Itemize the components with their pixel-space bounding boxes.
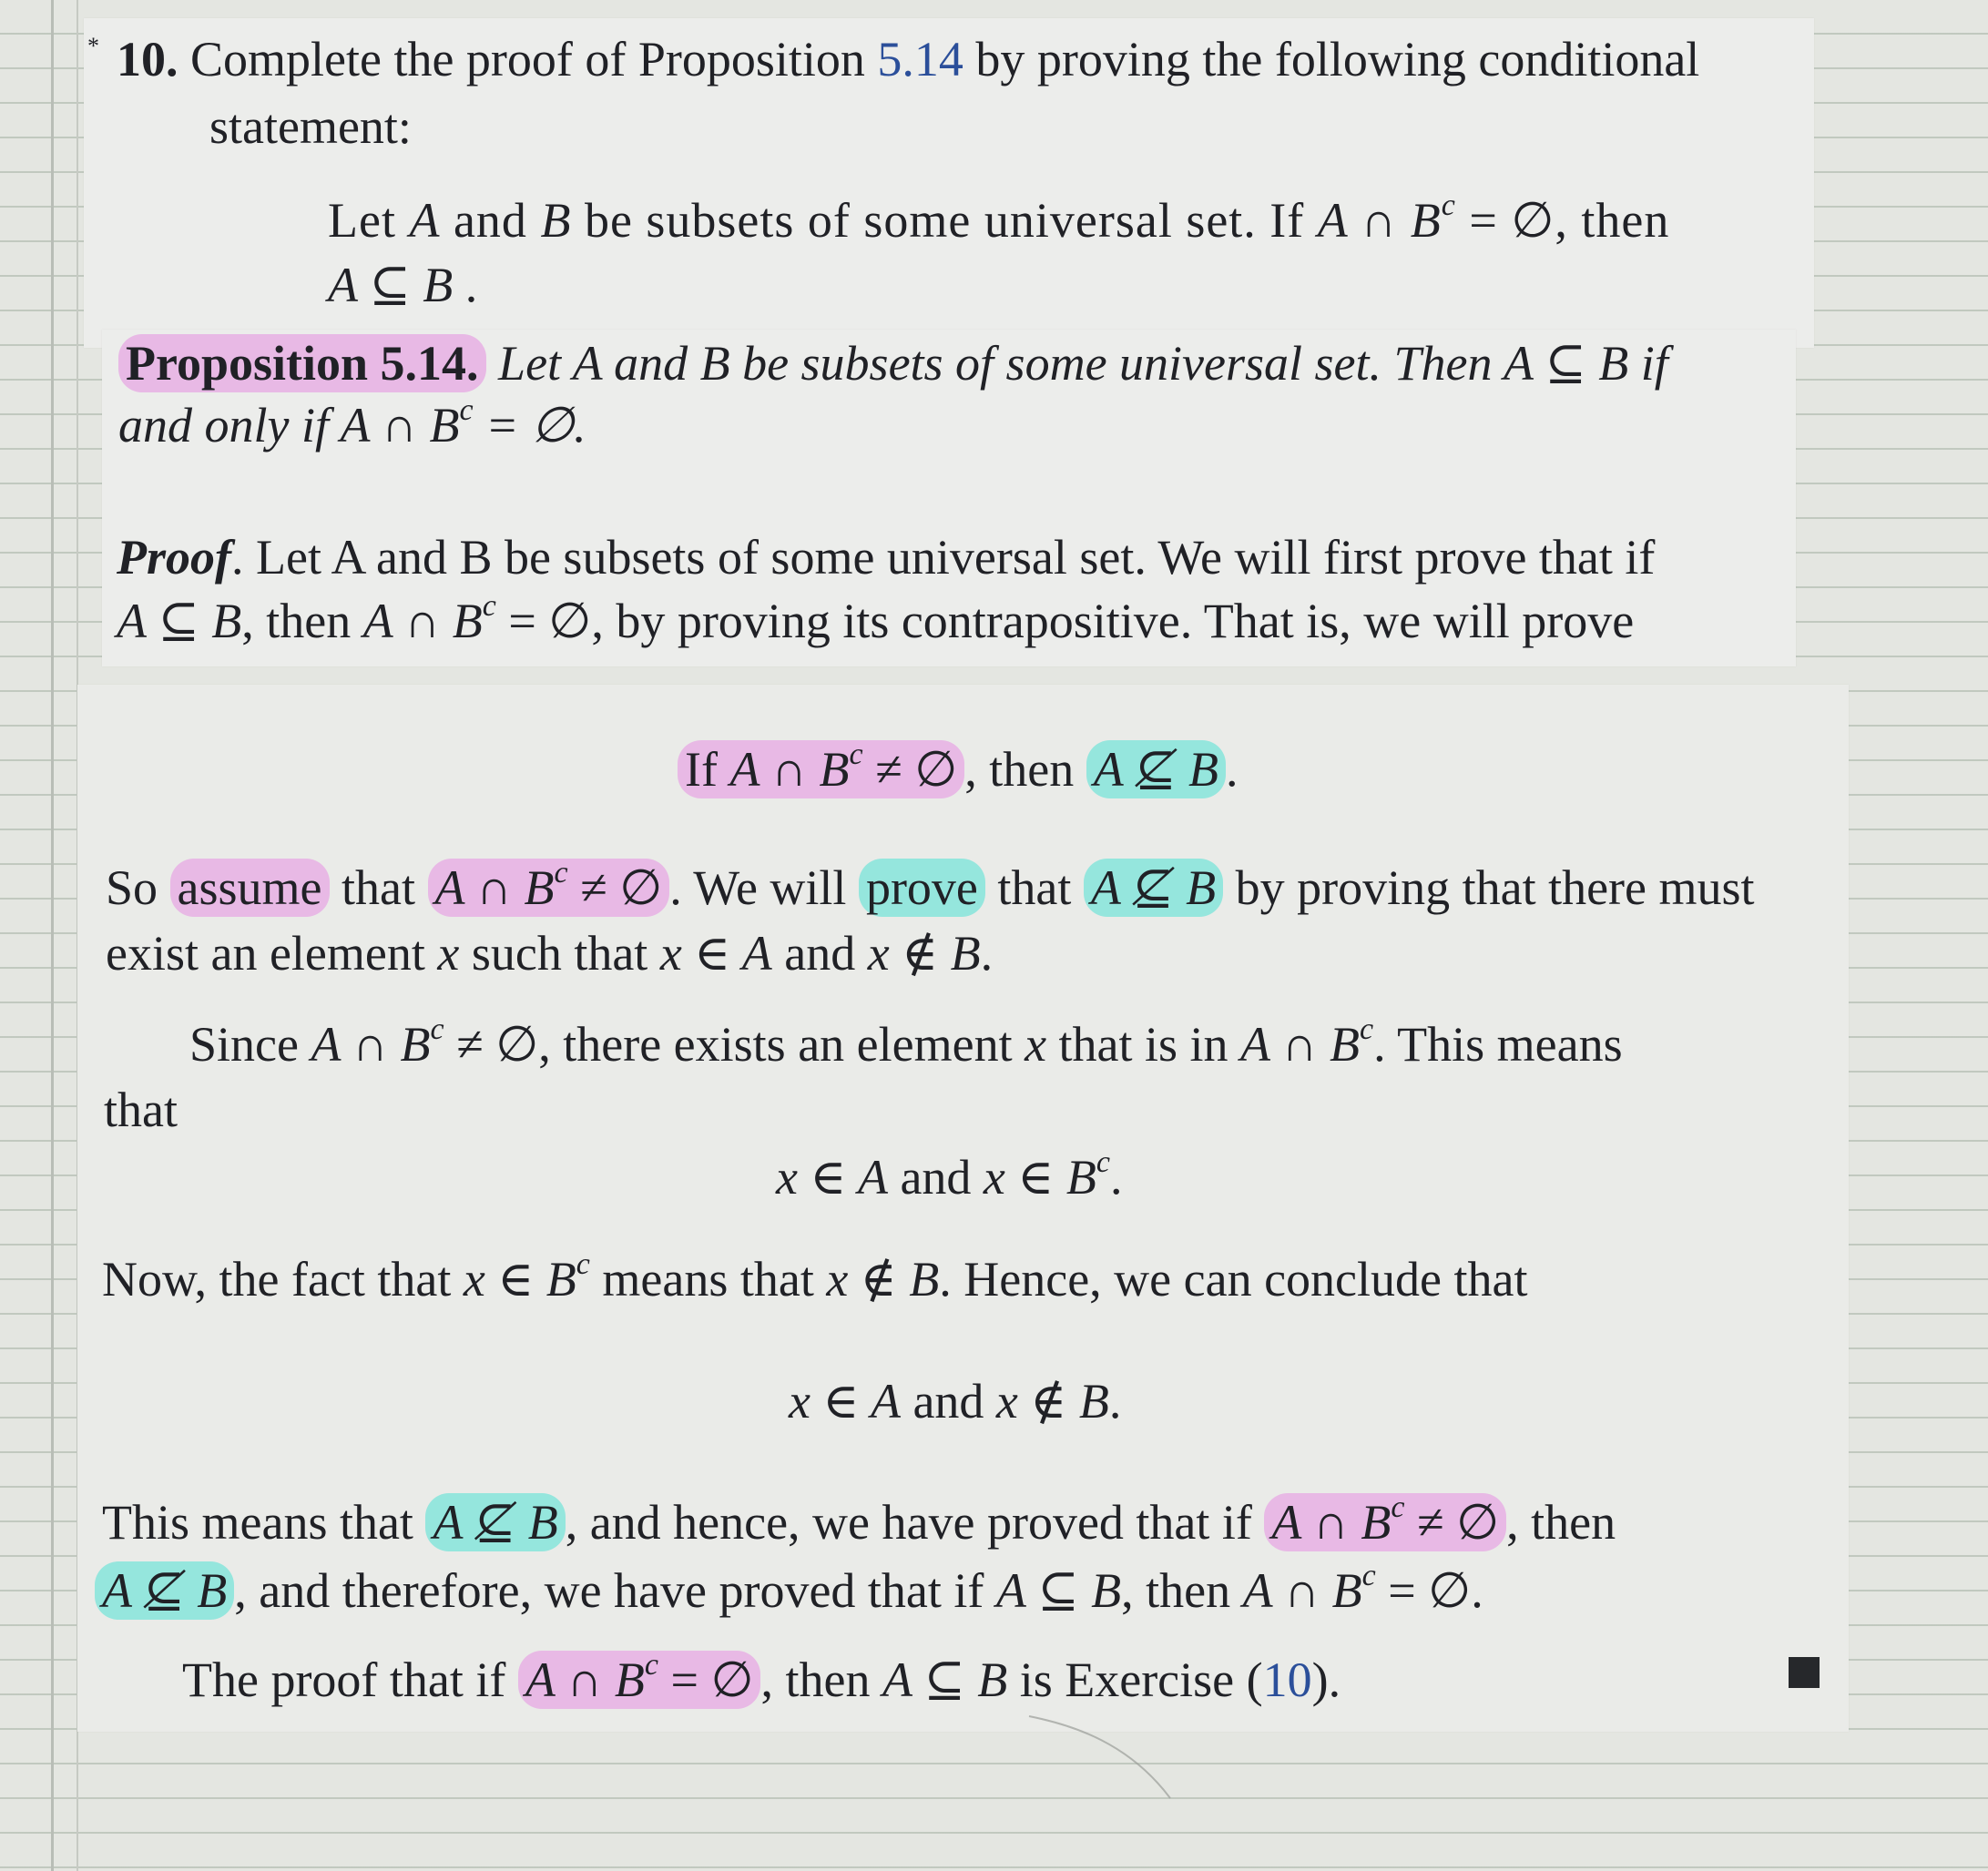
proof-this-means-line-2: A ⊈ B , and therefore, we have proved that if A ⊆ B, then A ∩ $B^c$ = ∅. <box>95 1566 1483 1615</box>
exercise-quote-line-1: Let A and B be subsets of some universal set. If A ∩ $B^c$ = ∅, then <box>328 188 1670 248</box>
proof-this-means-line-1: This means that A ⊈ B , and hence, we have proved that if A ∩ $B^c$ ≠ ∅ , then <box>102 1490 1616 1550</box>
proof-line-2: A ⊆ B, then A ∩ $B^c$ = ∅, by proving its contrapositive. That is, we will prove <box>117 589 1635 648</box>
exercise-line-2: statement: <box>209 99 412 154</box>
proof-assume-line-1: So assume that A ∩ $B^c$ ≠ ∅ . We will prove that A ⊈ B by proving that there must <box>106 856 1755 915</box>
star-mark-icon: * <box>87 33 99 59</box>
display-conclusion: x ∈ A and x ∉ B. <box>789 1374 1122 1429</box>
highlight-not-subset-2: A ⊈ B <box>95 1561 234 1620</box>
proof-label: Proof <box>117 530 231 585</box>
exercise-line-1 <box>117 32 1700 86</box>
highlight-goal: A ⊈ B <box>1084 859 1223 917</box>
highlight-empty-intersection: A ∩ $B^c$ = ∅ <box>518 1651 761 1709</box>
highlight-assumption: A ∩ $B^c$ ≠ ∅ <box>428 859 670 917</box>
proof-since-line-2: that <box>104 1083 178 1137</box>
proof-final-line: The proof that if A ∩ $B^c$ = ∅ , then A ⊆ B is Exercise (10). <box>182 1648 1341 1707</box>
exercise-link[interactable]: 10 <box>1262 1652 1312 1707</box>
exercise-quote-line-2: A ⊆ B . <box>328 258 478 312</box>
exercise-text: Complete the proof of Proposition <box>190 32 878 86</box>
qed-square-icon <box>1789 1657 1820 1688</box>
proof-now-line: Now, the fact that x ∈ $B^c$ means that x ∉ B. Hence, we can conclude that <box>102 1247 1528 1307</box>
highlight-conclusion: A ⊈ B <box>1086 740 1226 798</box>
margin-line <box>51 0 54 1871</box>
highlight-prove: prove <box>859 859 985 917</box>
display-membership: x ∈ A and x ∈ $B^c$. <box>776 1145 1123 1205</box>
proof-line-1: Proof. Let A and B be subsets of some universal set. We will first prove that if <box>117 530 1656 585</box>
proof-since-line-1: Since A ∩ $B^c$ ≠ ∅, there exists an element x that is in A ∩ $B^c$. This means <box>189 1012 1623 1072</box>
proposition-line-2: and only if A ∩ $B^c$ = ∅. <box>118 393 586 452</box>
highlight-not-subset: A ⊈ B <box>425 1493 565 1551</box>
proposition-text: Let A and B be subsets of some universal set. Then A ⊆ B if <box>485 336 1668 391</box>
highlight-nonempty: A ∩ $B^c$ ≠ ∅ <box>1264 1493 1506 1551</box>
exercise-number: 10. <box>117 32 178 86</box>
exercise-text: by proving the following conditional <box>963 32 1700 86</box>
highlight-assume: assume <box>170 859 330 917</box>
proposition-line-1 <box>118 336 1668 391</box>
highlight-if-clause: If A ∩ $B^c$ ≠ ∅ <box>678 740 964 798</box>
proposition-label: Proposition 5.14. <box>118 334 486 392</box>
proof-assume-line-2: exist an element x such that x ∈ A and x ∉ B. <box>106 926 994 981</box>
display-contrapositive: If A ∩ $B^c$ ≠ ∅ , then A ⊈ B . <box>678 745 1238 794</box>
proposition-link[interactable]: 5.14 <box>877 32 963 86</box>
